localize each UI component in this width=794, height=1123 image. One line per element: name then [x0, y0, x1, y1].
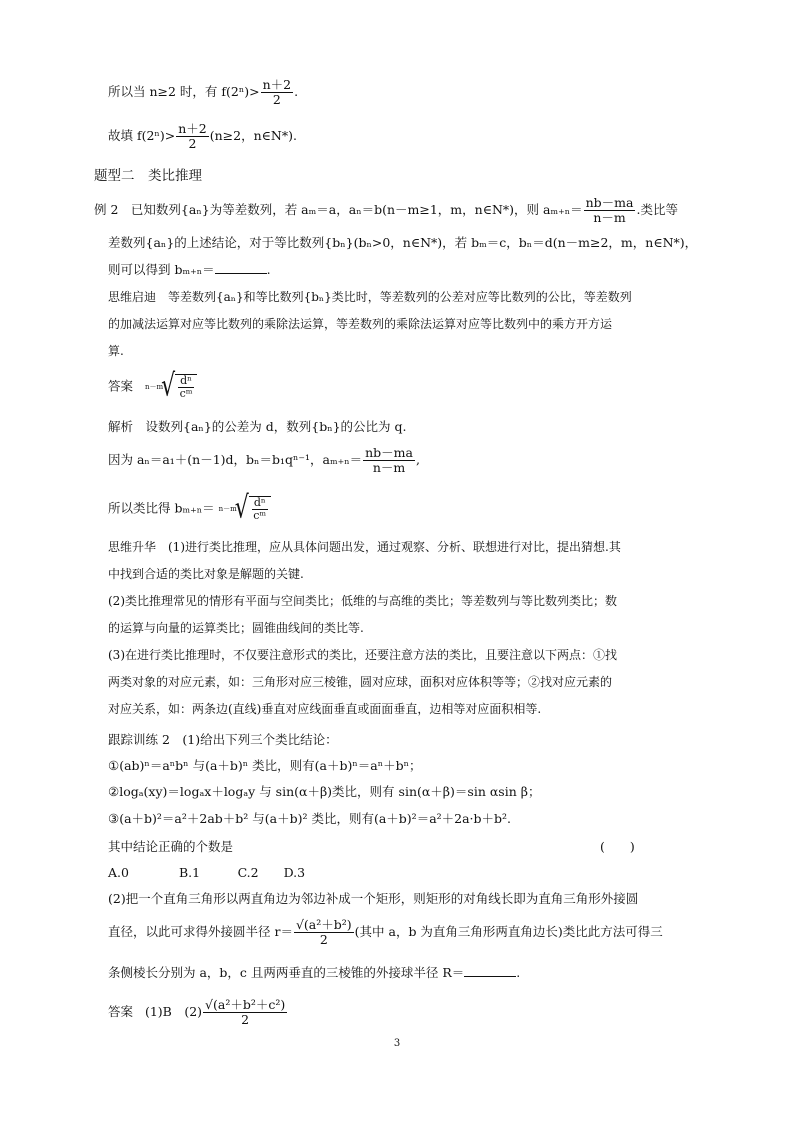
text-line — [108, 78, 298, 107]
fraction — [203, 998, 287, 1027]
fraction-numerator: √(a²＋b²) — [295, 917, 352, 932]
fraction-denominator: 2 — [241, 1012, 250, 1027]
practice-line — [108, 918, 663, 947]
fraction — [363, 446, 415, 475]
example-line: 差数列{aₙ}的上述结论，对于等比数列{bₙ}(bₙ>0，n∈N*)，若 bₘ＝c，bₙ＝d(n－m≥2，m，n∈N*)， — [108, 235, 698, 250]
radical — [144, 368, 197, 404]
answer-blank — [215, 261, 267, 274]
upgrade-line: 两类对象的对应元素，如：三角形对应三棱锥，圆对应球，面积对应体积等等；②找对应元素的 — [108, 675, 613, 689]
upgrade-line: 思维升华 (1)进行类比推理，应从具体问题出发，通过观察、分析、联想进行对比，提出猜想.其 — [108, 540, 621, 554]
text-segment: 所以当 n≥2 时，有 f(2ⁿ)> — [108, 84, 260, 99]
thinking-line: 的加减法运算对应等比数列的乘除法运算，等差数列的乘除法运算对应等比数列中的乘方开方运 — [108, 317, 613, 331]
upgrade-line: 中找到合适的类比对象是解题的关键. — [108, 567, 304, 581]
radical-body — [175, 374, 197, 400]
fraction-numerator: n＋2 — [178, 121, 207, 136]
answer-blank — [464, 964, 516, 977]
upgrade-line: 的运算与向量的运算类比；圆锥曲线间的类比等. — [108, 621, 364, 635]
thinking-line: 算. — [108, 344, 124, 358]
text-segment: . — [294, 84, 299, 99]
fraction-numerator: dⁿ — [253, 496, 266, 509]
radical-index: n－m — [144, 383, 164, 391]
text-segment: , — [415, 452, 420, 467]
thinking-line: 思维启迪 等差数列{aₙ}和等比数列{bₙ}类比时，等差数列的公差对应等比数列的公比，等差数列 — [108, 290, 632, 304]
fraction-numerator: dⁿ — [180, 374, 192, 387]
text-segment: 所以类比得 bₘ₊ₙ＝ — [108, 500, 215, 516]
practice-title: 跟踪训练 2 (1)给出下列三个类比结论： — [108, 732, 338, 747]
practice-question: 其中结论正确的个数是 — [108, 839, 234, 854]
example-line — [108, 261, 271, 279]
practice-claim: ①(ab)ⁿ＝aⁿbⁿ 与(a＋b)ⁿ 类比，则有(a＋b)ⁿ＝aⁿ＋bⁿ； — [108, 758, 422, 773]
text-segment: 故填 f(2ⁿ)> — [108, 128, 176, 143]
upgrade-line: 对应关系，如：两条边(直线)垂直对应线面垂直或面面垂直，边相等对应面积相等. — [108, 702, 542, 716]
fraction-denominator: 2 — [188, 136, 197, 151]
fraction — [176, 122, 209, 151]
example-line — [94, 196, 678, 225]
analysis-line — [108, 446, 420, 475]
practice-options: A.0 B.1 C.2 D.3 — [108, 865, 306, 880]
radical-sign: √ — [234, 490, 249, 526]
practice-line: (2)把一个直角三角形以两直角边为邻边补成一个矩形，则矩形的对角线长即为直角三角形外接圆 — [108, 891, 639, 906]
fraction — [584, 196, 636, 225]
text-segment: 直径，以此可求得外接圆半径 r＝ — [108, 924, 293, 939]
text-segment: 条侧棱长分别为 a，b，c 且两两垂直的三棱锥的外接球半径 R＝ — [108, 965, 465, 980]
practice-answer — [108, 998, 288, 1027]
fraction-numerator: nb－ma — [365, 445, 413, 460]
fraction-denominator: 2 — [319, 932, 328, 947]
answer-label: 答案 — [108, 1004, 134, 1019]
answer-label: 答案 — [108, 378, 134, 394]
text-segment: 因为 aₙ＝a₁＋(n－1)d，bₙ＝b₁qⁿ⁻¹，aₘ₊ₙ＝ — [108, 452, 363, 467]
text-segment: (n≥2，n∈N*). — [209, 128, 297, 143]
radical-body — [249, 496, 271, 522]
fraction-denominator: 2 — [272, 92, 281, 107]
fraction-denominator: cᵐ — [253, 509, 267, 522]
text-segment: 例 2 已知数列{aₙ}为等差数列，若 aₘ＝a，aₙ＝b(n－m≥1，m，n∈N*)，则 aₘ₊ₙ＝ — [94, 202, 583, 217]
fraction — [261, 78, 294, 107]
text-segment: (其中 a，b 为直角三角形两直角边长)类比此方法可得三 — [354, 924, 663, 939]
text-segment: . — [266, 262, 271, 277]
practice-line — [108, 964, 520, 982]
text-segment: .类比等 — [636, 202, 678, 217]
fraction — [294, 918, 354, 947]
upgrade-line: (2)类比推理常见的情形有平面与空间类比；低维的与高维的类比；等差数列与等比数列类比；数 — [108, 594, 618, 608]
practice-claim: ③(a＋b)²＝a²＋2ab＋b² 与(a＋b)² 类比，则有(a＋b)²＝a²＋2a·b＋b². — [108, 811, 512, 826]
fraction-denominator: n－m — [593, 210, 626, 225]
fraction — [252, 497, 268, 522]
text-segment: (1)B (2) — [144, 1004, 203, 1019]
practice-claim: ②logₐ(xy)＝logₐx＋logₐy 与 sin(α＋β)类比，则有 sin(α＋β)＝sin αsin β； — [108, 784, 541, 799]
radical-index: n－m — [218, 505, 237, 513]
text-segment: . — [516, 965, 521, 980]
fraction-denominator: cᵐ — [179, 387, 193, 400]
text-line — [108, 122, 297, 151]
analysis-line — [108, 490, 271, 526]
answer-paren: ( ) — [600, 839, 635, 854]
analysis-line: 解析 设数列{aₙ}的公差为 d，数列{bₙ}的公比为 q. — [108, 419, 407, 434]
fraction — [178, 375, 194, 400]
answer-line — [108, 368, 197, 404]
radical-sign: √ — [161, 368, 176, 404]
upgrade-line: (3)在进行类比推理时，不仅要注意形式的类比，还要注意方法的类比，且要注意以下两点：①找 — [108, 648, 618, 662]
fraction-numerator: n＋2 — [262, 77, 292, 92]
fraction-numerator: nb－ma — [585, 195, 634, 210]
section-title: 题型二 类比推理 — [94, 168, 202, 184]
page-number: 3 — [393, 1038, 401, 1049]
fraction-denominator: n－m — [372, 460, 406, 475]
fraction-numerator: √(a²＋b²＋c²) — [205, 997, 286, 1012]
radical — [218, 490, 271, 526]
text-segment: 则可以得到 bₘ₊ₙ＝ — [108, 262, 215, 277]
